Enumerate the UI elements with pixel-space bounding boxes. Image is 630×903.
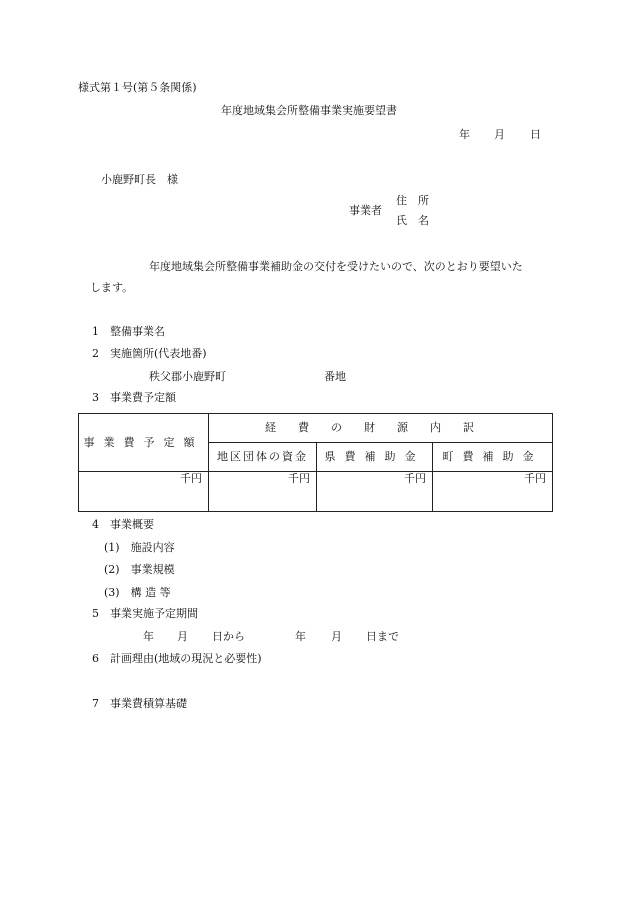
overview-scale: (2) 事業規模 xyxy=(104,563,175,576)
item-4-overview: 4 事業概要 xyxy=(92,518,154,531)
unit-label: 千円 xyxy=(524,472,547,485)
location-town: 秩父郡小鹿野町 xyxy=(149,370,226,383)
item-1-project-name: 1 整備事業名 xyxy=(92,325,165,338)
request-body-line1: 年度地域集会所整備事業補助金の交付を受けたいので、次のとおり要望いた xyxy=(149,260,523,273)
item-6-reason: 6 計画理由(地域の現況と必要性) xyxy=(92,652,262,665)
period-start-month: 月 xyxy=(177,630,188,643)
period-end-year: 年 xyxy=(295,630,306,643)
date-year-label: 年 xyxy=(459,128,470,141)
unit-label: 千円 xyxy=(288,472,310,485)
town-subsidy-cell xyxy=(433,472,553,512)
prefecture-subsidy-cell xyxy=(317,472,433,512)
col-prefecture-subsidy: 県費補助金 xyxy=(317,443,433,472)
applicant-name-label: 氏 名 xyxy=(396,214,429,227)
overview-structure: (3) 構 造 等 xyxy=(104,586,171,599)
item-2-location: 2 実施箇所(代表地番) xyxy=(92,347,207,360)
period-start-year: 年 xyxy=(143,630,154,643)
applicant-label: 事業者 xyxy=(349,204,382,217)
document-title: 年度地域集会所整備事業実施要望書 xyxy=(221,104,397,117)
unit-label: 千円 xyxy=(180,472,202,485)
overview-facility: (1) 施設内容 xyxy=(104,541,175,554)
budget-header-cell: 事業費予定額 xyxy=(79,414,209,472)
period-end-day: 日まで xyxy=(366,630,399,643)
period-end-month: 月 xyxy=(331,630,342,643)
addressee: 小鹿野町長 様 xyxy=(101,173,178,186)
request-body-line2: します。 xyxy=(90,281,134,294)
unit-label: 千円 xyxy=(404,472,426,485)
date-day-label: 日 xyxy=(530,128,541,141)
period-start-day: 日から xyxy=(212,630,245,643)
budget-amount-cell xyxy=(79,472,209,512)
item-5-period: 5 事業実施予定期間 xyxy=(92,607,198,620)
item-7-cost-basis: 7 事業費積算基礎 xyxy=(92,697,187,710)
applicant-address-label: 住 所 xyxy=(396,194,429,207)
form-number-label: 様式第１号(第５条関係) xyxy=(78,81,197,94)
budget-table xyxy=(78,413,553,512)
col-community-funds: 地区団体の資金 xyxy=(209,443,317,472)
item-3-budget: 3 事業費予定額 xyxy=(92,391,176,404)
date-month-label: 月 xyxy=(494,128,505,141)
community-funds-cell xyxy=(209,472,317,512)
funding-breakdown-header: 経費の財源内訳 xyxy=(209,414,553,443)
col-town-subsidy: 町費補助金 xyxy=(433,443,553,472)
location-lot-label: 番地 xyxy=(324,370,346,383)
